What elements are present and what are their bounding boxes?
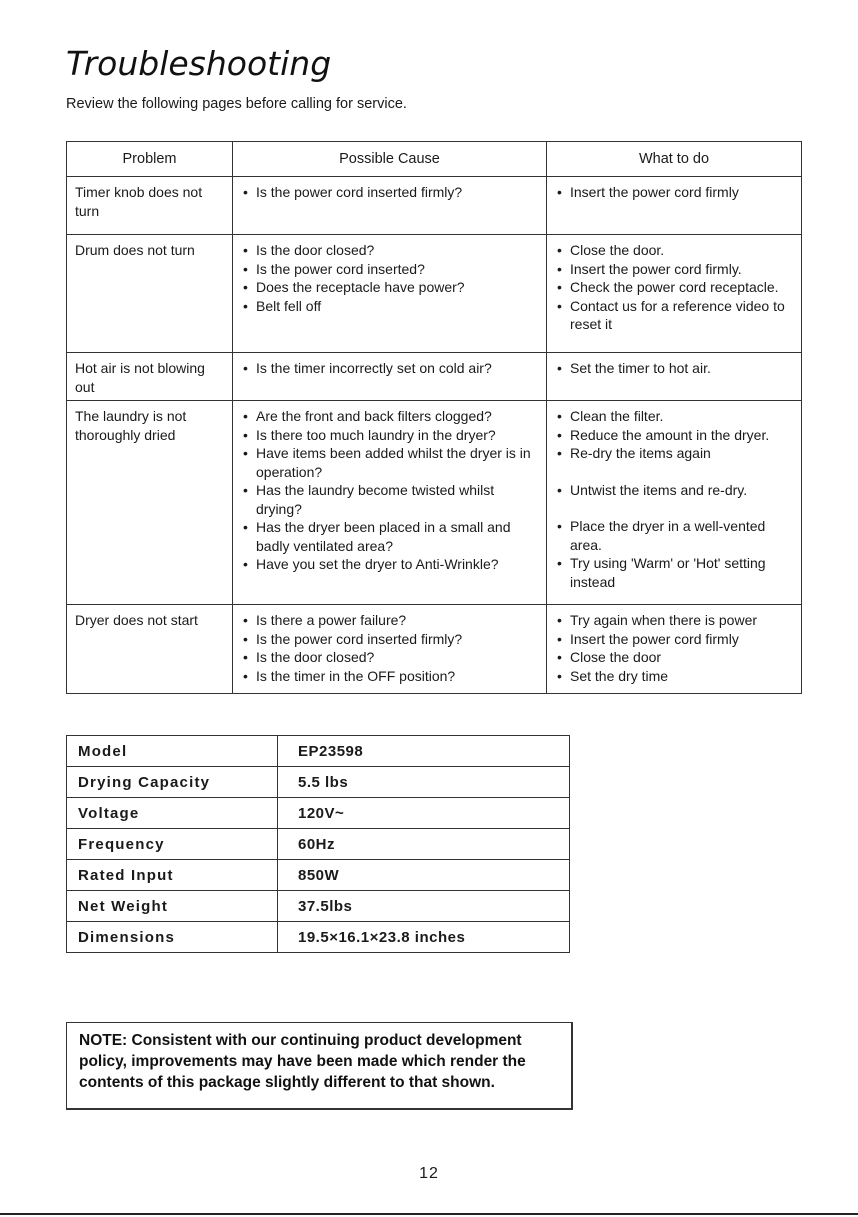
- spec-row-frequency: [67, 829, 570, 860]
- list-item: • Belt fell off: [241, 297, 538, 316]
- spec-row-net-weight: [67, 891, 570, 922]
- list-item: • Is the door closed?: [241, 648, 538, 667]
- list-item: • Clean the filter.: [555, 407, 793, 426]
- header-what-to-do: What to do: [547, 142, 802, 177]
- problem-cell: Drum does not turn: [67, 235, 233, 353]
- spec-value: 60Hz: [278, 829, 570, 860]
- spec-value: 120V~: [278, 798, 570, 829]
- page-title: Troubleshooting: [66, 44, 332, 83]
- list-item: • Has the dryer been placed in a small and badly ventilated area?: [241, 518, 538, 555]
- spec-label: Model: [67, 736, 278, 767]
- list-item: • Have you set the dryer to Anti-Wrinkle?: [241, 555, 538, 574]
- list-item: • Close the door.: [555, 241, 793, 260]
- table-row: [67, 353, 802, 401]
- spec-row-drying-capacity: [67, 767, 570, 798]
- cause-cell: [233, 401, 547, 605]
- spec-value: 850W: [278, 860, 570, 891]
- list-item: • Is the power cord inserted firmly?: [241, 183, 538, 202]
- action-cell: [547, 177, 802, 235]
- spec-label: Rated Input: [67, 860, 278, 891]
- list-item: • Is the door closed?: [241, 241, 538, 260]
- intro-text: Review the following pages before calling for service.: [66, 96, 407, 112]
- action-cell: [547, 605, 802, 694]
- table-row: [67, 401, 802, 605]
- table-row: [67, 177, 802, 235]
- list-item: • Place the dryer in a well-vented area.: [555, 517, 793, 554]
- action-cell: [547, 235, 802, 353]
- list-item: • Are the front and back filters clogged?: [241, 407, 538, 426]
- table-row: [67, 235, 802, 353]
- list-item: • Is there a power failure?: [241, 611, 538, 630]
- list-item: • Set the dry time: [555, 667, 793, 686]
- troubleshooting-table: [66, 141, 802, 694]
- cause-cell: [233, 235, 547, 353]
- list-item: • Is the power cord inserted firmly?: [241, 630, 538, 649]
- spec-value: 19.5×16.1×23.8 inches: [278, 922, 570, 953]
- spec-row-dimensions: [67, 922, 570, 953]
- list-item: • Is there too much laundry in the dryer?: [241, 426, 538, 445]
- spec-row-model: [67, 736, 570, 767]
- spec-row-rated-input: [67, 860, 570, 891]
- list-item: • Try using 'Warm' or 'Hot' setting instead: [555, 554, 793, 591]
- spec-value: 37.5lbs: [278, 891, 570, 922]
- list-item: • Reduce the amount in the dryer.: [555, 426, 793, 445]
- cause-cell: [233, 353, 547, 401]
- spec-row-voltage: [67, 798, 570, 829]
- list-item: • Set the timer to hot air.: [555, 359, 793, 378]
- header-problem: Problem: [67, 142, 233, 177]
- list-item: • Try again when there is power: [555, 611, 793, 630]
- list-item: • Has the laundry become twisted whilst drying?: [241, 481, 538, 518]
- spec-label: Voltage: [67, 798, 278, 829]
- cause-cell: [233, 177, 547, 235]
- list-item: • Insert the power cord firmly.: [555, 260, 793, 279]
- spec-label: Drying Capacity: [67, 767, 278, 798]
- spec-value: EP23598: [278, 736, 570, 767]
- list-item: • Untwist the items and re-dry.: [555, 481, 793, 500]
- list-item: • Close the door: [555, 648, 793, 667]
- list-item: • Is the power cord inserted?: [241, 260, 538, 279]
- list-item: • Does the receptacle have power?: [241, 278, 538, 297]
- problem-cell: Hot air is not blowing out: [67, 353, 233, 401]
- specifications-table: [66, 735, 570, 953]
- list-item: • Is the timer incorrectly set on cold air?: [241, 359, 538, 378]
- table-header-row: [67, 142, 802, 177]
- list-item: • Re-dry the items again: [555, 444, 793, 463]
- action-cell: [547, 353, 802, 401]
- page-number: 12: [419, 1165, 439, 1182]
- list-item: • Is the timer in the OFF position?: [241, 667, 538, 686]
- list-item: • Insert the power cord firmly: [555, 183, 793, 202]
- action-cell: [547, 401, 802, 605]
- page-bottom-rule: [0, 1213, 858, 1215]
- list-item: • Insert the power cord firmly: [555, 630, 793, 649]
- header-possible-cause: Possible Cause: [233, 142, 547, 177]
- spec-value: 5.5 lbs: [278, 767, 570, 798]
- spec-label: Dimensions: [67, 922, 278, 953]
- problem-cell: Dryer does not start: [67, 605, 233, 694]
- list-item: • Have items been added whilst the dryer is in operation?: [241, 444, 538, 481]
- table-row: [67, 605, 802, 694]
- list-item: • Contact us for a reference video to reset it: [555, 297, 793, 334]
- list-item: • Check the power cord receptacle.: [555, 278, 793, 297]
- problem-cell: Timer knob does not turn: [67, 177, 233, 235]
- spec-label: Net Weight: [67, 891, 278, 922]
- problem-cell: The laundry is not thoroughly dried: [67, 401, 233, 605]
- product-note: NOTE: Consistent with our continuing product development policy, improvements may have been made which render the contents of this package slightly different to that shown.: [66, 1022, 573, 1110]
- spec-label: Frequency: [67, 829, 278, 860]
- cause-cell: [233, 605, 547, 694]
